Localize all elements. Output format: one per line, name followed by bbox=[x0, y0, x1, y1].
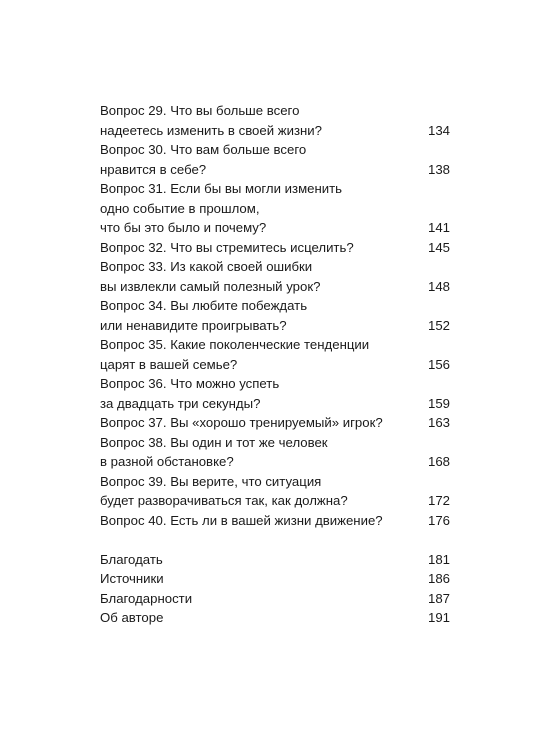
toc-line bbox=[100, 569, 450, 589]
toc-line bbox=[100, 491, 450, 511]
toc-entry-text: Вопрос 36. Что можно успеть bbox=[100, 376, 280, 391]
toc-entry-text: Вопрос 34. Вы любите побеждать bbox=[100, 298, 308, 313]
toc-entry-question[interactable] bbox=[100, 238, 450, 258]
toc-entry-question[interactable] bbox=[100, 140, 450, 179]
toc-page-number: 172 bbox=[427, 493, 450, 508]
toc-entry-text: Вопрос 38. Вы один и тот же человек bbox=[100, 434, 328, 450]
toc-line bbox=[100, 140, 450, 160]
toc-line bbox=[100, 218, 450, 238]
questions-section bbox=[100, 101, 450, 530]
toc-line bbox=[100, 296, 450, 316]
toc-entry-question[interactable] bbox=[100, 179, 450, 238]
back-matter-section bbox=[100, 550, 450, 628]
toc-line bbox=[100, 121, 450, 141]
toc-page-number: 181 bbox=[427, 551, 450, 567]
toc-page-number: 176 bbox=[427, 512, 450, 528]
toc-entry-text: Благодать bbox=[100, 551, 163, 567]
toc-entry-text: за двадцать три секунды? bbox=[100, 395, 261, 411]
toc-line bbox=[100, 472, 450, 492]
toc-line bbox=[100, 179, 450, 199]
toc-line bbox=[100, 316, 450, 336]
toc-entry-text: Источники bbox=[100, 571, 164, 586]
toc-entry-text: надеетесь изменить в своей жизни? bbox=[100, 122, 322, 138]
toc-entry-text: Вопрос 40. Есть ли в вашей жизни движение? bbox=[100, 512, 383, 528]
toc-page-number: 187 bbox=[427, 590, 450, 606]
toc-line bbox=[100, 394, 450, 414]
toc-page-number: 141 bbox=[427, 220, 450, 235]
toc-entry-text: вы извлекли самый полезный урок? bbox=[100, 278, 321, 294]
toc-line bbox=[100, 433, 450, 453]
toc-line bbox=[100, 608, 450, 628]
toc-line bbox=[100, 238, 450, 258]
toc-line bbox=[100, 199, 450, 219]
toc-page-number: 163 bbox=[427, 415, 450, 430]
toc-entry-question[interactable] bbox=[100, 433, 450, 472]
toc-entry-text: или ненавидите проигрывать? bbox=[100, 317, 287, 333]
toc-entry-back-matter[interactable] bbox=[100, 589, 450, 609]
toc-entry-back-matter[interactable] bbox=[100, 608, 450, 628]
toc-line bbox=[100, 277, 450, 297]
toc-entry-back-matter[interactable] bbox=[100, 569, 450, 589]
toc-page-number: 145 bbox=[427, 239, 450, 255]
toc-line bbox=[100, 589, 450, 609]
toc-entry-text: Вопрос 32. Что вы стремитесь исцелить? bbox=[100, 239, 354, 255]
toc-entry-text: будет разворачиваться так, как должна? bbox=[100, 493, 348, 508]
toc-page-number: 148 bbox=[427, 278, 450, 294]
toc-entry-back-matter[interactable] bbox=[100, 550, 450, 570]
toc-line bbox=[100, 101, 450, 121]
toc-entry-text: Вопрос 39. Вы верите, что ситуация bbox=[100, 473, 322, 489]
toc-entry-question[interactable] bbox=[100, 511, 450, 531]
toc-page-number: 152 bbox=[427, 317, 450, 333]
toc-entry-text: что бы это было и почему? bbox=[100, 220, 267, 235]
toc-entry-text: Вопрос 35. Какие поколенческие тенденции bbox=[100, 337, 370, 352]
toc-entry-text: нравится в себе? bbox=[100, 161, 207, 177]
toc-line bbox=[100, 355, 450, 375]
toc-entry-text: одно событие в прошлом, bbox=[100, 200, 260, 216]
toc-entry-question[interactable] bbox=[100, 413, 450, 433]
toc-page-number: 138 bbox=[427, 161, 450, 177]
section-gap bbox=[100, 530, 450, 550]
toc-line bbox=[100, 374, 450, 394]
toc-line bbox=[100, 511, 450, 531]
toc-entry-question[interactable] bbox=[100, 374, 450, 413]
toc-entry-question[interactable] bbox=[100, 101, 450, 140]
toc-entry-text: царят в вашей семье? bbox=[100, 356, 238, 372]
toc-page-number: 134 bbox=[427, 122, 450, 138]
toc-entry-text: Благодарности bbox=[100, 590, 193, 606]
toc-entry-text: Вопрос 29. Что вы больше всего bbox=[100, 103, 300, 118]
toc-line bbox=[100, 413, 450, 433]
table-of-contents bbox=[100, 101, 450, 628]
toc-entry-question[interactable] bbox=[100, 296, 450, 335]
toc-line bbox=[100, 257, 450, 277]
toc-entry-text: Вопрос 37. Вы «хорошо тренируемый» игрок? bbox=[100, 415, 383, 430]
toc-page-number: 191 bbox=[427, 610, 450, 625]
toc-entry-text: Вопрос 30. Что вам больше всего bbox=[100, 142, 307, 157]
toc-entry-text: Вопрос 31. Если бы вы могли изменить bbox=[100, 181, 343, 196]
toc-page-number: 168 bbox=[427, 454, 450, 469]
toc-entry-text: Вопрос 33. Из какой своей ошибки bbox=[100, 259, 313, 274]
toc-entry-question[interactable] bbox=[100, 472, 450, 511]
toc-page-number: 186 bbox=[427, 571, 450, 586]
toc-line bbox=[100, 335, 450, 355]
toc-entry-text: Об авторе bbox=[100, 610, 164, 625]
toc-page-number: 156 bbox=[427, 356, 450, 372]
toc-entry-question[interactable] bbox=[100, 335, 450, 374]
toc-line bbox=[100, 452, 450, 472]
toc-entry-question[interactable] bbox=[100, 257, 450, 296]
toc-line bbox=[100, 550, 450, 570]
toc-page-number: 159 bbox=[427, 395, 450, 411]
toc-entry-text: в разной обстановке? bbox=[100, 454, 234, 469]
toc-line bbox=[100, 160, 450, 180]
